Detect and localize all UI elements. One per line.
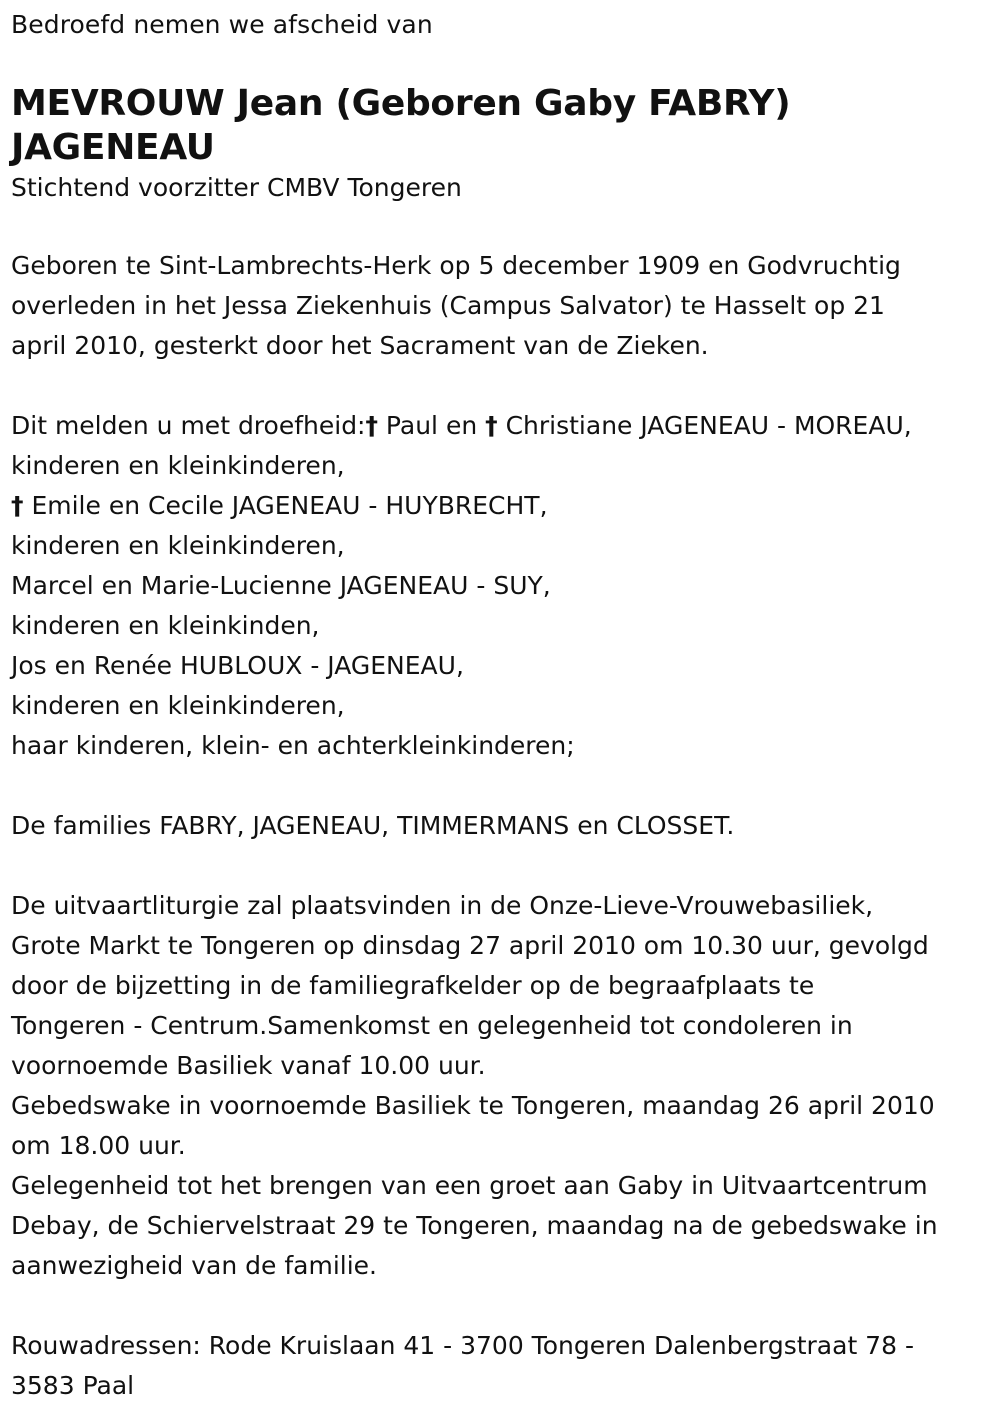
announcement-line xyxy=(11,486,993,526)
addresses-paragraph xyxy=(11,1326,993,1406)
announcement-line: kinderen en kleinkinderen, xyxy=(11,451,345,480)
announcement-line: kinderen en kleinkinderen, xyxy=(11,531,345,560)
funeral-line: om 18.00 uur. xyxy=(11,1131,186,1160)
funeral-line: Gelegenheid tot het brengen van een groet aan Gaby in Uitvaartcentrum xyxy=(11,1171,928,1200)
address-line: 3583 Paal xyxy=(11,1371,135,1400)
funeral-line: voornoemde Basiliek vanaf 10.00 uur. xyxy=(11,1051,486,1080)
funeral-line: De uitvaartliturgie zal plaatsvinden in de Onze-Lieve-Vrouwebasiliek, xyxy=(11,891,874,920)
announcement-line: kinderen en kleinkinderen, xyxy=(11,691,345,720)
cross-icon: † xyxy=(11,491,24,520)
announcement-name-part: Emile en Cecile JAGENEAU - HUYBRECHT, xyxy=(23,491,548,520)
address-line: Rouwadressen: Rode Kruislaan 41 - 3700 Tongeren Dalenbergstraat 78 - xyxy=(11,1331,914,1360)
birth-line: april 2010, gesterkt door het Sacrament van de Zieken. xyxy=(11,331,709,360)
announcement-name-part: Paul en xyxy=(377,411,486,440)
families-line: De families FABRY, JAGENEAU, TIMMERMANS en CLOSSET. xyxy=(11,811,735,840)
announcement-line xyxy=(11,406,993,446)
cross-icon: † xyxy=(485,411,498,440)
funeral-line: Grote Markt te Tongeren op dinsdag 27 april 2010 om 10.30 uur, gevolgd xyxy=(11,931,929,960)
announcement-name-part: Christiane JAGENEAU - MOREAU, xyxy=(497,411,912,440)
deceased-name: MEVROUW Jean (Geboren Gaby FABRY) JAGENEAU xyxy=(11,83,791,168)
announcement-line: haar kinderen, klein- en achterkleinkinderen; xyxy=(11,731,575,760)
birth-death-paragraph xyxy=(11,246,993,366)
funeral-line: Gebedswake in voornoemde Basiliek te Tongeren, maandag 26 april 2010 xyxy=(11,1091,935,1120)
funeral-line: aanwezigheid van de familie. xyxy=(11,1251,377,1280)
birth-line: Geboren te Sint-Lambrechts-Herk op 5 december 1909 en Godvruchtig xyxy=(11,251,901,280)
cross-icon: † xyxy=(365,411,378,440)
funeral-line: door de bijzetting in de familiegrafkelder op de begraafplaats te xyxy=(11,971,815,1000)
intro-text: Bedroefd nemen we afscheid van xyxy=(11,10,433,39)
families-paragraph xyxy=(11,806,993,846)
funeral-line: Debay, de Schiervelstraat 29 te Tongeren, maandag na de gebedswake in xyxy=(11,1211,938,1240)
subtitle: Stichtend voorzitter CMBV Tongeren xyxy=(11,173,462,202)
obituary-page xyxy=(11,8,993,1406)
birth-line: overleden in het Jessa Ziekenhuis (Campus Salvator) te Hasselt op 21 xyxy=(11,291,885,320)
announcement-line: kinderen en kleinkinden, xyxy=(11,611,320,640)
funeral-line: Tongeren - Centrum.Samenkomst en gelegenheid tot condoleren in xyxy=(11,1011,853,1040)
announcement-line: Marcel en Marie-Lucienne JAGENEAU - SUY, xyxy=(11,571,551,600)
announcement-line: Jos en Renée HUBLOUX - JAGENEAU, xyxy=(11,651,464,680)
funeral-paragraph xyxy=(11,886,993,1286)
announcement-prefix: Dit melden u met droefheid: xyxy=(11,411,366,440)
announcement-paragraph xyxy=(11,406,993,766)
